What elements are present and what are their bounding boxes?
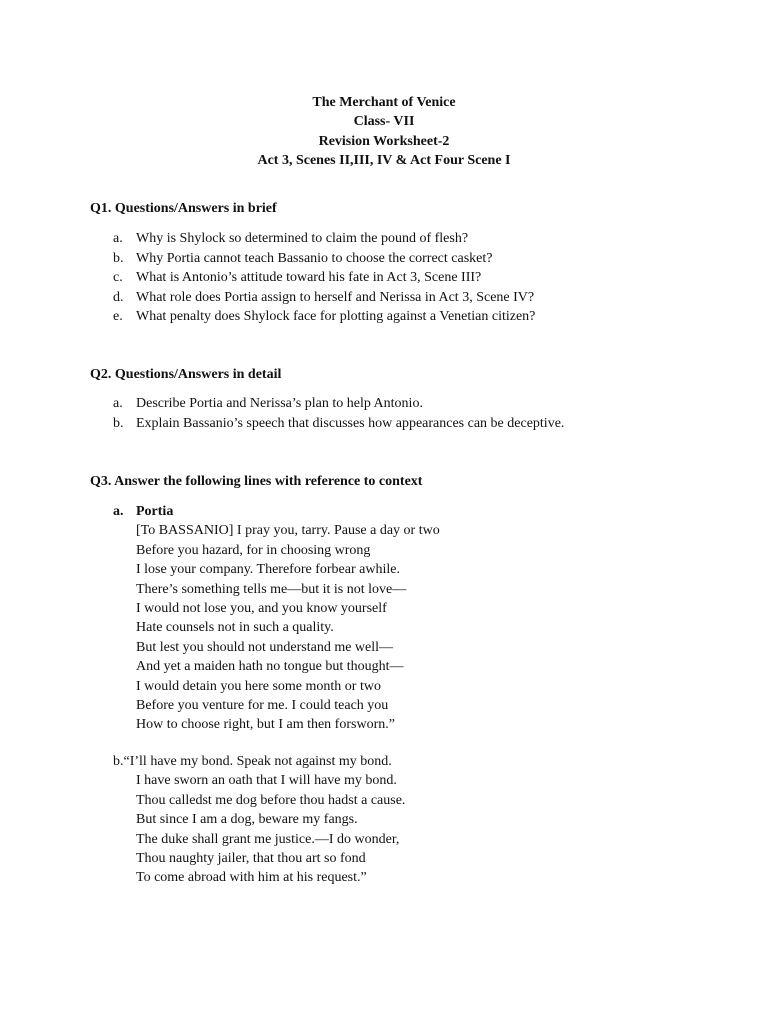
list-marker: e. xyxy=(113,309,123,324)
verse-line: How to choose right, but I am then forsworn.” xyxy=(136,717,395,733)
list-item xyxy=(113,229,535,249)
list-item xyxy=(113,268,535,288)
verse-line: I would not lose you, and you know yourself xyxy=(136,601,387,617)
passage-a xyxy=(113,502,440,735)
q2-heading: Q2. Questions/Answers in detail xyxy=(90,367,282,382)
speaker-name: Portia xyxy=(136,504,174,519)
verse-line: Before you venture for me. I could teach you xyxy=(136,698,389,714)
verse-line: But since I am a dog, beware my fangs. xyxy=(136,812,358,828)
class-line: Class- VII xyxy=(353,114,415,130)
passage-b-header xyxy=(113,752,405,771)
list-item xyxy=(113,394,564,414)
question-text: What is Antonio’s attitude toward his fate in Act 3, Scene III? xyxy=(136,270,482,285)
verse-line: There’s something tells me—but it is not love— xyxy=(136,581,407,597)
verse-line: To come abroad with him at his request.” xyxy=(136,870,367,886)
verse-line: “I’ll have my bond. Speak not against my bond. xyxy=(123,754,392,769)
question-text: Why is Shylock so determined to claim the pound of flesh? xyxy=(136,231,469,246)
q1-heading: Q1. Questions/Answers in brief xyxy=(90,201,277,216)
document-title: The Merchant of Venice xyxy=(312,95,456,110)
q3-heading: Q3. Answer the following lines with reference to context xyxy=(90,474,423,489)
list-item xyxy=(113,288,535,308)
verse-line: Before you hazard, for in choosing wrong xyxy=(136,542,371,558)
verse-line: Thou naughty jailer, that thou art so fond xyxy=(136,851,366,867)
question-text: Why Portia cannot teach Bassanio to choose the correct casket? xyxy=(136,250,493,266)
passage-marker: b. xyxy=(113,754,124,769)
passage-marker: a. xyxy=(113,504,124,519)
question-text: What role does Portia assign to herself and Nerissa in Act 3, Scene IV? xyxy=(136,289,535,305)
list-marker: b. xyxy=(113,250,124,266)
question-text: Explain Bassanio’s speech that discusses how appearances can be deceptive. xyxy=(136,415,565,431)
verse-line: I have sworn an oath that I will have my bond. xyxy=(136,773,397,789)
verse-line: But lest you should not understand me well— xyxy=(136,639,394,655)
list-marker: c. xyxy=(113,270,123,285)
q2-list xyxy=(113,394,564,433)
passage-a-header xyxy=(113,502,440,521)
list-item xyxy=(113,307,535,327)
list-item xyxy=(113,249,535,269)
list-marker: a. xyxy=(113,396,123,411)
list-item xyxy=(113,414,564,434)
verse-line: I would detain you here some month or two xyxy=(136,678,381,694)
worksheet-label: Revision Worksheet-2 xyxy=(318,133,450,149)
verse-line: [To BASSANIO] I pray you, tarry. Pause a day or two xyxy=(136,523,440,539)
scope-line: Act 3, Scenes II,III, IV & Act Four Scene I xyxy=(257,152,511,168)
q1-list xyxy=(113,229,535,327)
verse-line: I lose your company. Therefore forbear awhile. xyxy=(136,562,400,578)
list-marker: a. xyxy=(113,231,123,246)
question-text: What penalty does Shylock face for plotting against a Venetian citizen? xyxy=(136,309,536,324)
verse-line: Thou calledst me dog before thou hadst a cause. xyxy=(136,792,406,808)
title-block xyxy=(0,93,768,170)
verse-line: Hate counsels not in such a quality. xyxy=(136,620,334,636)
list-marker: b. xyxy=(113,415,124,431)
verse-line: The duke shall grant me justice.—I do wonder, xyxy=(136,831,400,847)
question-text: Describe Portia and Nerissa’s plan to help Antonio. xyxy=(136,396,423,411)
passage-b xyxy=(113,752,405,888)
list-marker: d. xyxy=(113,289,124,305)
verse-line: And yet a maiden hath no tongue but thought— xyxy=(136,659,404,675)
